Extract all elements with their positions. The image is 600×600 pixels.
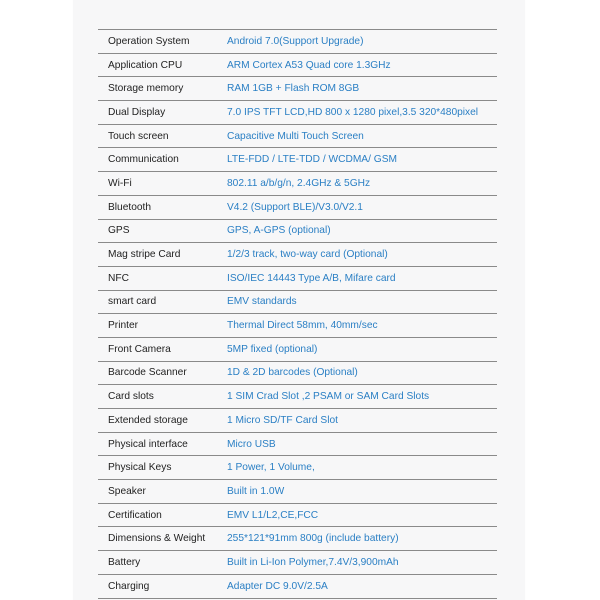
spec-label: Battery xyxy=(98,551,227,575)
spec-row xyxy=(98,480,497,504)
spec-value: ISO/IEC 14443 Type A/B, Mifare card xyxy=(227,266,497,290)
spec-value: 802.11 a/b/g/n, 2.4GHz & 5GHz xyxy=(227,172,497,196)
spec-value: V4.2 (Support BLE)/V3.0/V2.1 xyxy=(227,195,497,219)
spec-label: NFC xyxy=(98,266,227,290)
spec-label: Physical interface xyxy=(98,432,227,456)
spec-label: Application CPU xyxy=(98,53,227,77)
spec-label: Physical Keys xyxy=(98,456,227,480)
spec-value: GPS, A-GPS (optional) xyxy=(227,219,497,243)
spec-label: Extended storage xyxy=(98,409,227,433)
spec-label: Dual Display xyxy=(98,101,227,125)
spec-label: Barcode Scanner xyxy=(98,361,227,385)
spec-value: Thermal Direct 58mm, 40mm/sec xyxy=(227,314,497,338)
spec-row xyxy=(98,219,497,243)
spec-label: Front Camera xyxy=(98,337,227,361)
spec-row xyxy=(98,456,497,480)
spec-value: 1 Power, 1 Volume, xyxy=(227,456,497,480)
spec-value: Micro USB xyxy=(227,432,497,456)
spec-row xyxy=(98,409,497,433)
spec-table-body xyxy=(98,30,497,599)
spec-label: Mag stripe Card xyxy=(98,243,227,267)
spec-label: Wi-Fi xyxy=(98,172,227,196)
spec-value: RAM 1GB + Flash ROM 8GB xyxy=(227,77,497,101)
spec-label: Bluetooth xyxy=(98,195,227,219)
spec-row xyxy=(98,266,497,290)
spec-value: Built in Li-Ion Polymer,7.4V/3,900mAh xyxy=(227,551,497,575)
spec-row xyxy=(98,361,497,385)
spec-row xyxy=(98,432,497,456)
spec-value: EMV standards xyxy=(227,290,497,314)
spec-value: 7.0 IPS TFT LCD,HD 800 x 1280 pixel,3.5 320*480pixel xyxy=(227,101,497,125)
spec-row xyxy=(98,101,497,125)
spec-row xyxy=(98,314,497,338)
spec-label: GPS xyxy=(98,219,227,243)
spec-row xyxy=(98,551,497,575)
spec-row xyxy=(98,172,497,196)
spec-row xyxy=(98,53,497,77)
spec-value: 255*121*91mm 800g (include battery) xyxy=(227,527,497,551)
spec-label: Touch screen xyxy=(98,124,227,148)
spec-label: Card slots xyxy=(98,385,227,409)
spec-row xyxy=(98,527,497,551)
spec-label: Certification xyxy=(98,503,227,527)
spec-row xyxy=(98,195,497,219)
spec-row xyxy=(98,77,497,101)
spec-label: Communication xyxy=(98,148,227,172)
spec-value: EMV L1/L2,CE,FCC xyxy=(227,503,497,527)
spec-value: 1 SIM Crad Slot ,2 PSAM or SAM Card Slots xyxy=(227,385,497,409)
spec-label: Storage memory xyxy=(98,77,227,101)
spec-value: 5MP fixed (optional) xyxy=(227,337,497,361)
spec-label: Printer xyxy=(98,314,227,338)
spec-value: 1D & 2D barcodes (Optional) xyxy=(227,361,497,385)
spec-label: Charging xyxy=(98,574,227,598)
spec-value: Android 7.0(Support Upgrade) xyxy=(227,30,497,54)
spec-row xyxy=(98,503,497,527)
spec-row xyxy=(98,385,497,409)
spec-row xyxy=(98,574,497,598)
spec-row xyxy=(98,290,497,314)
spec-value: ARM Cortex A53 Quad core 1.3GHz xyxy=(227,53,497,77)
spec-table xyxy=(98,29,497,599)
spec-value: Built in 1.0W xyxy=(227,480,497,504)
spec-row xyxy=(98,148,497,172)
spec-row xyxy=(98,30,497,54)
spec-label: Dimensions & Weight xyxy=(98,527,227,551)
spec-value: Capacitive Multi Touch Screen xyxy=(227,124,497,148)
spec-value: 1/2/3 track, two-way card (Optional) xyxy=(227,243,497,267)
spec-value: Adapter DC 9.0V/2.5A xyxy=(227,574,497,598)
spec-row xyxy=(98,124,497,148)
spec-value: 1 Micro SD/TF Card Slot xyxy=(227,409,497,433)
spec-row xyxy=(98,243,497,267)
spec-label: Operation System xyxy=(98,30,227,54)
spec-label: smart card xyxy=(98,290,227,314)
spec-label: Speaker xyxy=(98,480,227,504)
spec-row xyxy=(98,337,497,361)
spec-value: LTE-FDD / LTE-TDD / WCDMA/ GSM xyxy=(227,148,497,172)
